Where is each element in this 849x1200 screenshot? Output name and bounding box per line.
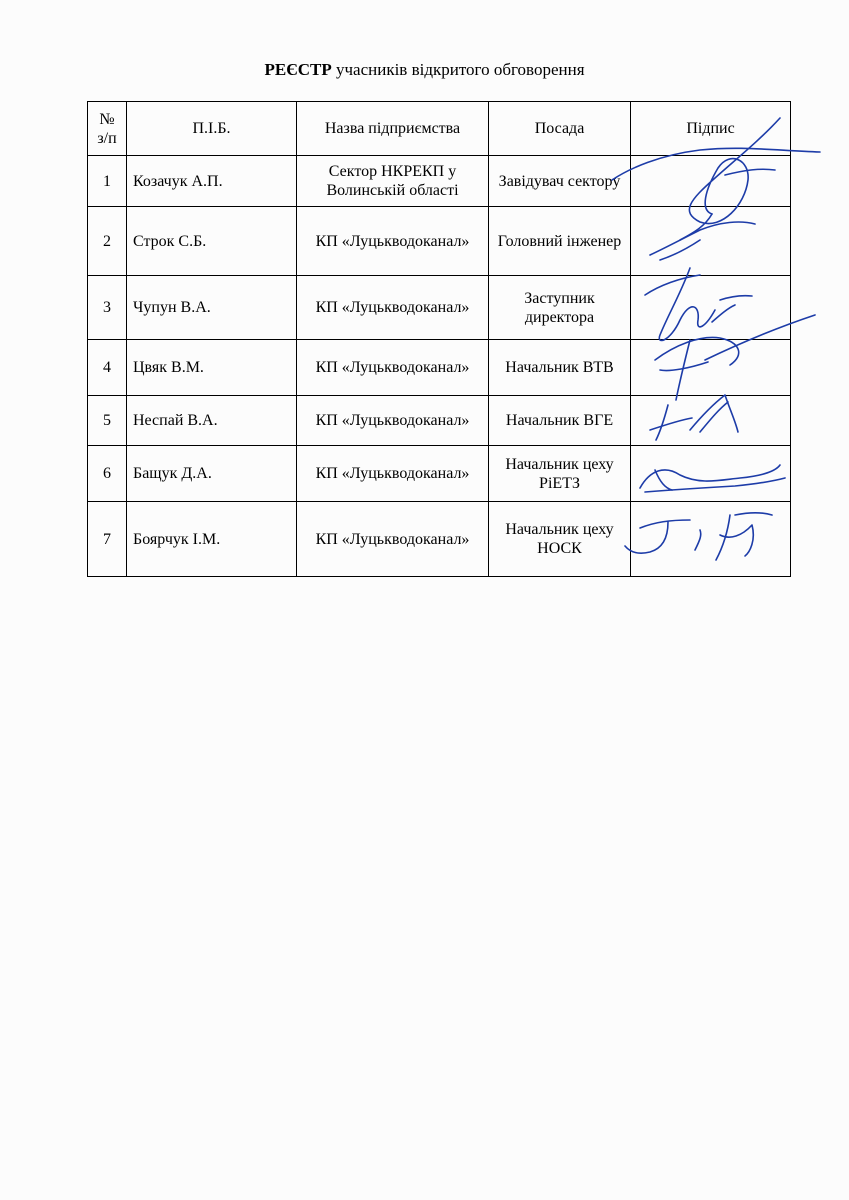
cell-no: 3 [88,276,127,340]
cell-position: Начальник ВТВ [489,340,631,396]
cell-position: Начальник цеху РіЕТЗ [489,446,631,502]
cell-signature [631,156,791,207]
table-row [88,446,791,502]
table-row [88,340,791,396]
cell-name: Бащук Д.А. [127,446,297,502]
header-signature: Підпис [631,102,791,156]
cell-name: Боярчук І.М. [127,502,297,577]
cell-name: Козачук А.П. [127,156,297,207]
cell-no: 7 [88,502,127,577]
document-title [0,60,849,80]
title-bold: РЕЄСТР [264,60,332,79]
cell-org: КП «Луцькводоканал» [297,502,489,577]
cell-position: Начальник цеху НОСК [489,502,631,577]
cell-position: Начальник ВГЕ [489,396,631,446]
cell-signature [631,446,791,502]
cell-signature [631,340,791,396]
header-org: Назва підприємства [297,102,489,156]
cell-org: КП «Луцькводоканал» [297,276,489,340]
cell-position: Завідувач сектору [489,156,631,207]
cell-signature [631,396,791,446]
header-no: № з/п [88,102,127,156]
cell-no: 2 [88,207,127,276]
cell-org: Сектор НКРЕКП у Волинській області [297,156,489,207]
cell-no: 5 [88,396,127,446]
header-name: П.І.Б. [127,102,297,156]
cell-no: 4 [88,340,127,396]
registry-table [87,101,791,577]
table-row [88,156,791,207]
cell-org: КП «Луцькводоканал» [297,446,489,502]
cell-position: Головний інженер [489,207,631,276]
cell-name: Строк С.Б. [127,207,297,276]
cell-signature [631,502,791,577]
cell-no: 1 [88,156,127,207]
cell-signature [631,207,791,276]
cell-name: Чупун В.А. [127,276,297,340]
cell-signature [631,276,791,340]
cell-org: КП «Луцькводоканал» [297,396,489,446]
table-header-row [88,102,791,156]
table-row [88,276,791,340]
title-rest: учасників відкритого обговорення [331,60,585,79]
table-row [88,396,791,446]
cell-org: КП «Луцькводоканал» [297,340,489,396]
table-row [88,207,791,276]
table-row [88,502,791,577]
header-position: Посада [489,102,631,156]
cell-name: Неспай В.А. [127,396,297,446]
cell-no: 6 [88,446,127,502]
cell-org: КП «Луцькводоканал» [297,207,489,276]
cell-name: Цвяк В.М. [127,340,297,396]
cell-position: Заступник директора [489,276,631,340]
